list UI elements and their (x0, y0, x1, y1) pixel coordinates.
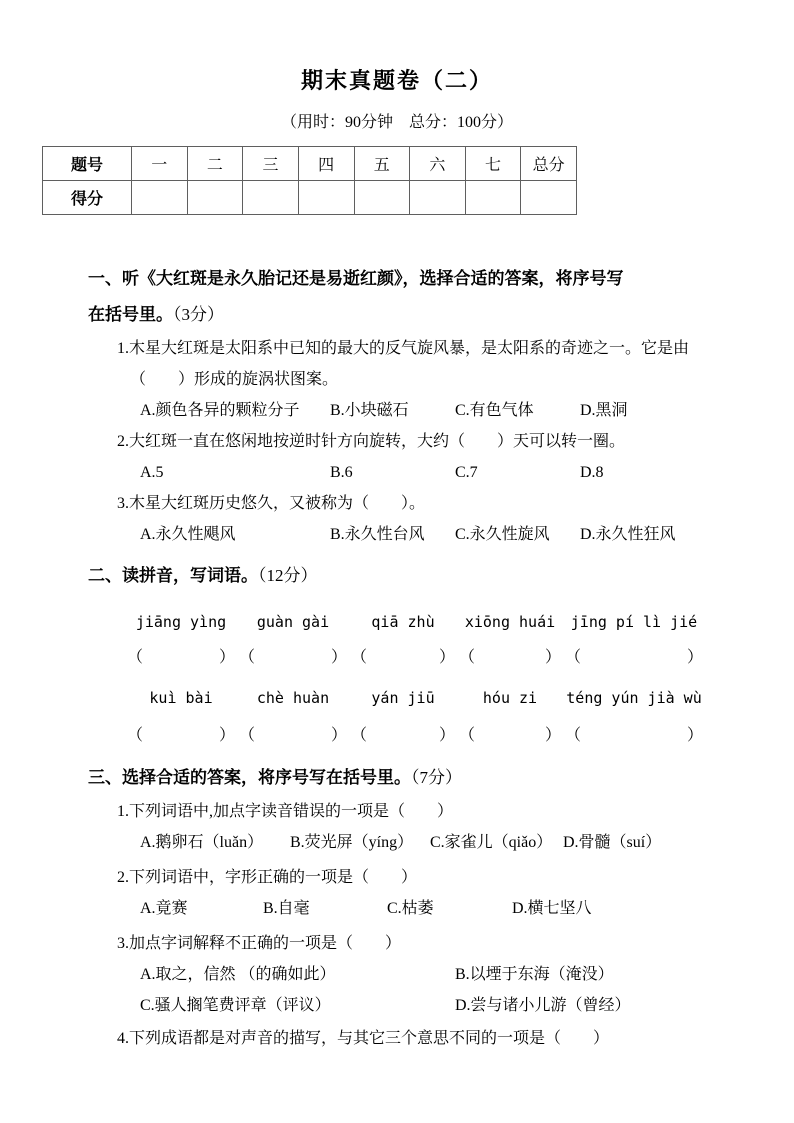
section1-heading-line2 (88, 297, 730, 333)
section3-heading (88, 760, 730, 796)
score-table-header-row (43, 147, 577, 181)
bracket-open: （ (351, 727, 368, 744)
option-d: D.骨髓（suí） (563, 834, 662, 851)
section1-heading-text: 在括号里。 (88, 305, 173, 324)
pinyin-word: kuì bài (149, 689, 213, 707)
section1-heading-line1: 一、听《大红斑是永久胎记还是易逝红颜》，选择合适的答案，将序号写 (88, 269, 624, 288)
section3-points: （7分） (411, 768, 462, 787)
pinyin-word: qiā zhù (371, 613, 435, 631)
option-a: A.竟赛 (140, 900, 188, 917)
s3q1-options (140, 827, 730, 858)
score-cell-empty (298, 181, 354, 215)
answer-bracket-blank (237, 722, 349, 750)
option-c: C.家雀儿（qiǎo） (430, 834, 553, 851)
option-a: A.取之，信然 （的确如此） (140, 966, 336, 983)
bracket-open: （ (127, 649, 144, 666)
option-d: D.8 (580, 464, 604, 481)
pinyin-word: yán jiū (371, 689, 435, 707)
pinyin-word: jīng pí lì jié (570, 613, 698, 631)
answer-bracket-blank (349, 644, 457, 672)
bracket-close: ） (330, 727, 347, 744)
score-table-col: 五 (354, 147, 410, 181)
score-cell-empty (187, 181, 243, 215)
bracket-close: ） (218, 727, 235, 744)
option-c: C.枯萎 (387, 900, 434, 917)
option-a: A.5 (140, 464, 164, 481)
page-title: 期末真题卷（二） (300, 68, 493, 93)
pinyin-row-1 (125, 608, 705, 636)
option-a: A.鹅卵石（luǎn） (140, 834, 264, 851)
option-b: B.6 (330, 464, 353, 481)
s3q4-stem: 4.下列成语都是对声音的描写，与其它三个意思不同的一项是（ ） (117, 1030, 610, 1047)
pinyin-word: jiāng yìng (135, 613, 227, 631)
score-table-label-score: 得分 (43, 181, 132, 215)
answer-bracket-blank (349, 722, 457, 750)
answer-bracket-row-1 (125, 644, 705, 672)
option-d: D.尝与诸小儿游（曾经） (455, 997, 631, 1014)
answer-bracket-blank (563, 722, 705, 750)
option-a: A.颜色各异的颗粒分子 (140, 402, 300, 419)
option-b: B.永久性台风 (330, 526, 425, 543)
bracket-open: （ (565, 649, 582, 666)
option-c: C.骚人搁笔费评章（评议） (140, 997, 331, 1014)
option-c: C.永久性旋风 (455, 526, 550, 543)
score-table-col: 六 (410, 147, 466, 181)
bracket-open: （ (239, 727, 256, 744)
score-cell-empty (465, 181, 521, 215)
option-d: D.黑洞 (580, 402, 628, 419)
pinyin-row-2 (125, 684, 705, 712)
option-d: D.永久性狂风 (580, 526, 676, 543)
score-table-col: 一 (132, 147, 188, 181)
exam-time-score-note: （用时：90分钟 总分：100分） (280, 114, 513, 131)
s1q2-options (140, 457, 730, 488)
score-cell-empty (132, 181, 188, 215)
bracket-close: ） (438, 727, 455, 744)
score-table (42, 146, 577, 215)
bracket-close: ） (544, 649, 561, 666)
score-table-col: 三 (243, 147, 299, 181)
answer-bracket-blank (457, 644, 563, 672)
option-b: B.荧光屏（yíng） (290, 834, 414, 851)
option-c: C.有色气体 (455, 402, 534, 419)
pinyin-word: chè huàn (256, 689, 330, 707)
bracket-close: ） (218, 649, 235, 666)
answer-bracket-blank (237, 644, 349, 672)
bracket-close: ） (686, 649, 703, 666)
pinyin-word: xiōng huái (464, 613, 556, 631)
section2-heading-text: 二、读拼音，写词语。 (88, 566, 258, 585)
score-cell-empty (354, 181, 410, 215)
option-b: B.自毫 (263, 900, 310, 917)
score-cell-empty (243, 181, 299, 215)
s1q3-options (140, 519, 730, 550)
option-a: A.永久性飓风 (140, 526, 236, 543)
bracket-open: （ (127, 727, 144, 744)
score-table-col: 四 (298, 147, 354, 181)
s3q2-stem: 2.下列词语中，字形正确的一项是（ ） (117, 869, 418, 886)
s3q3-stem: 3.加点字词解释不正确的一项是（ ） (117, 935, 402, 952)
score-table-col: 总分 (521, 147, 577, 181)
s1q2-stem: 2.大红斑一直在悠闲地按逆时针方向旋转，大约（ ）天可以转一圈。 (117, 433, 626, 450)
s1q1-options (140, 395, 730, 426)
pinyin-word: guàn gài (256, 613, 330, 631)
bracket-open: （ (565, 727, 582, 744)
s1q1-stem-line1: 1.木星大红斑是太阳系中已知的最大的反气旋风暴，是太阳系的奇迹之一。它是由 (117, 340, 690, 357)
score-table-col: 七 (465, 147, 521, 181)
score-table-col: 二 (187, 147, 243, 181)
section1-points: （3分） (173, 305, 224, 324)
section2-heading (88, 558, 730, 594)
option-b: B.以堙于东海（淹没） (455, 966, 614, 983)
section2-points: （12分） (258, 566, 318, 585)
bracket-close: ） (438, 649, 455, 666)
s1q3-stem: 3.木星大红斑历史悠久，又被称为（ ）。 (117, 495, 426, 512)
option-d: D.横七坚八 (512, 900, 592, 917)
answer-bracket-blank (125, 644, 237, 672)
score-cell-empty (521, 181, 577, 215)
section3-heading-text: 三、选择合适的答案，将序号写在括号里。 (88, 768, 411, 787)
score-table-label-question-number: 题号 (43, 147, 132, 181)
bracket-close: ） (686, 727, 703, 744)
answer-bracket-blank (457, 722, 563, 750)
s1q1-stem-line2: （ ）形成的旋涡状图案。 (130, 371, 339, 388)
bracket-close: ） (330, 649, 347, 666)
score-cell-empty (410, 181, 466, 215)
answer-bracket-blank (563, 644, 705, 672)
answer-bracket-row-2 (125, 722, 705, 750)
option-b: B.小块磁石 (330, 402, 409, 419)
score-table-score-row (43, 181, 577, 215)
s3q3-options-row1 (140, 959, 730, 990)
pinyin-word: hóu zi (482, 689, 538, 707)
pinyin-word: téng yún jià wù (566, 689, 702, 707)
bracket-open: （ (459, 649, 476, 666)
s3q2-options (140, 893, 730, 924)
answer-bracket-blank (125, 722, 237, 750)
bracket-close: ） (544, 727, 561, 744)
bracket-open: （ (351, 649, 368, 666)
s3q1-stem: 1.下列词语中,加点字读音错误的一项是（ ） (117, 803, 454, 820)
option-c: C.7 (455, 464, 478, 481)
bracket-open: （ (459, 727, 476, 744)
s3q3-options-row2 (140, 990, 730, 1021)
bracket-open: （ (239, 649, 256, 666)
